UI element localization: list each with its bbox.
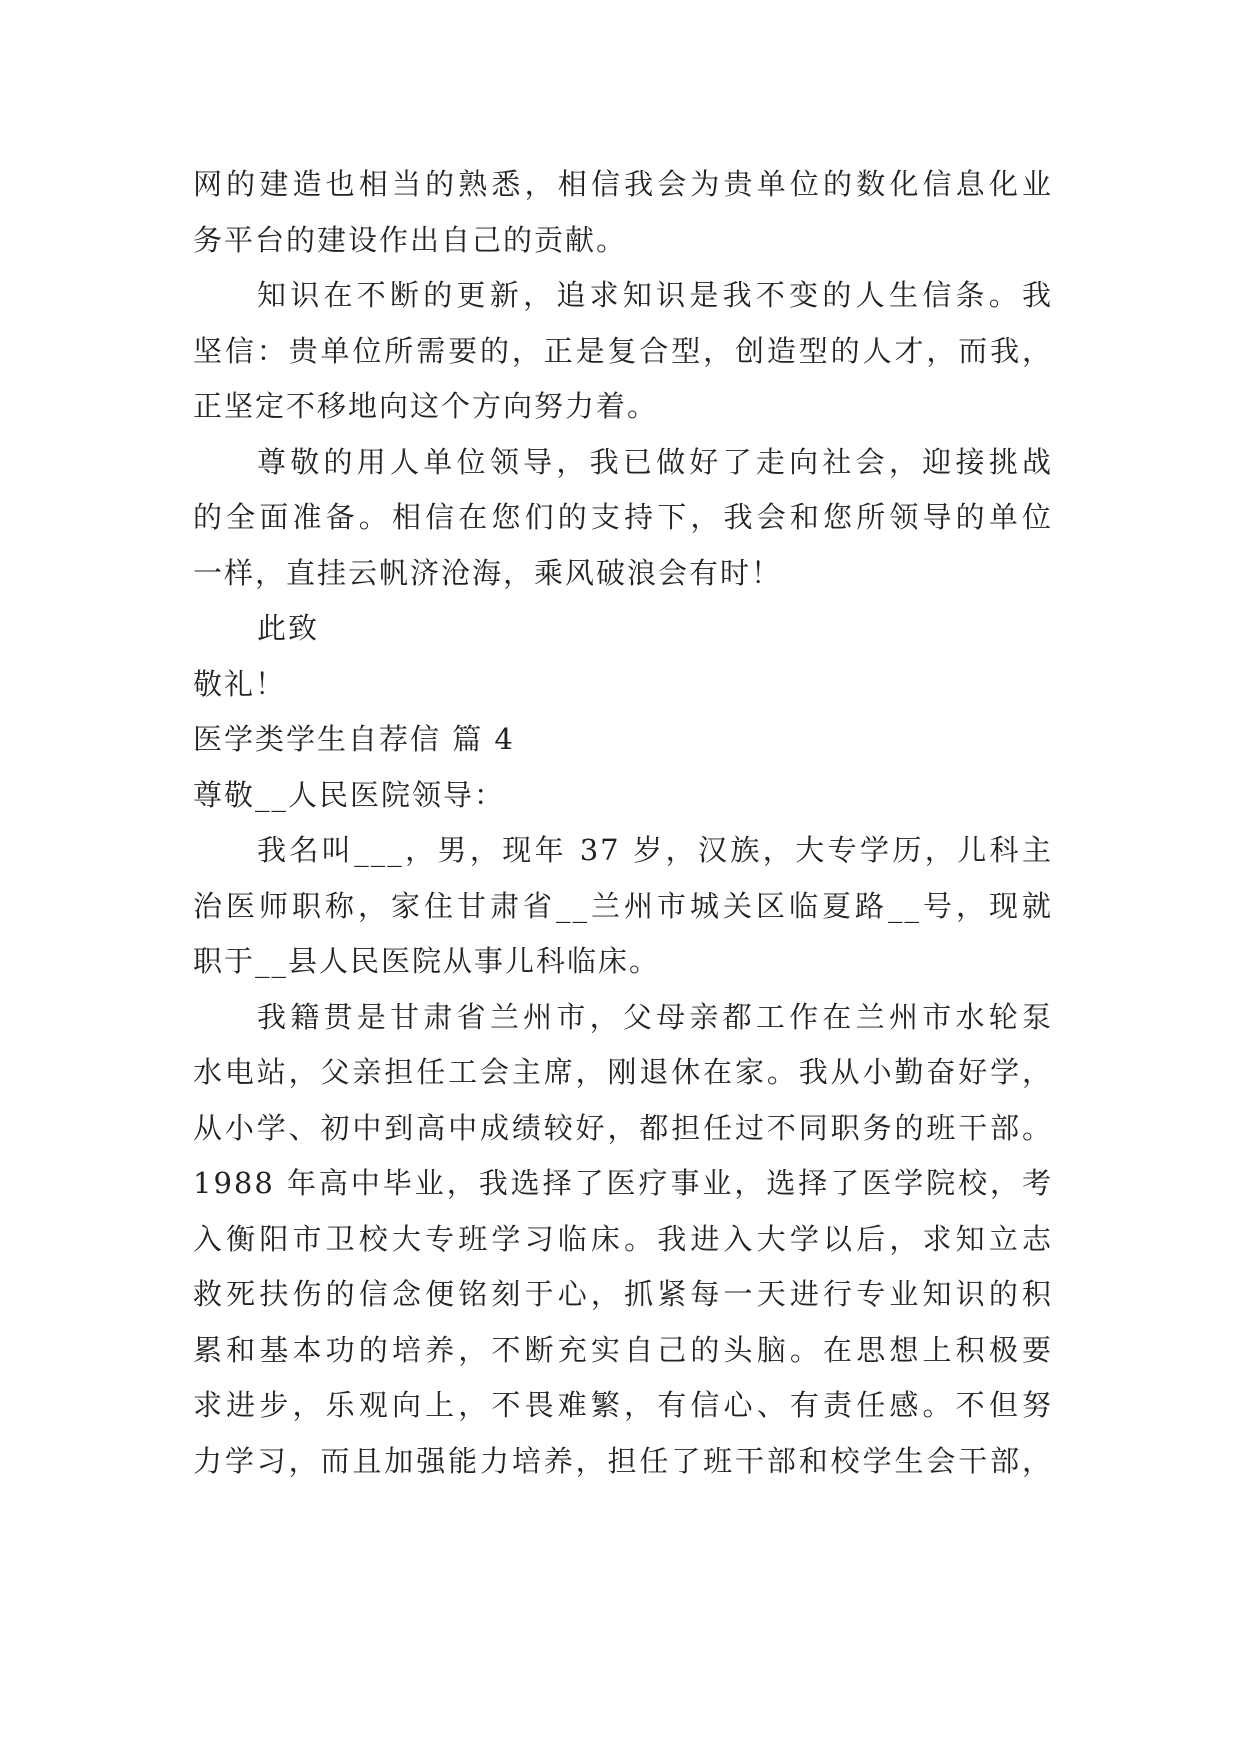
text-line: 1988 年高中毕业，我选择了医疗事业，选择了医学院校，考: [193, 1166, 1053, 1200]
letter-greeting: 尊敬__人民医院领导：: [193, 777, 506, 812]
text-line: 治医师职称，家住甘肃省__兰州市城关区临夏路__号，现就: [193, 888, 1053, 923]
text-line: 职于__县人民医院从事儿科临床。: [193, 944, 661, 978]
paragraph-start-line: 我名叫___，男，现年 37 岁，汉族，大专学历，儿科主: [257, 833, 1053, 867]
text-line: 一样，直挂云帆济沧海，乘风破浪会有时！: [193, 555, 783, 590]
text-line: 救死扶伤的信念便铭刻于心，抓紧每一天进行专业知识的积: [193, 1277, 1053, 1311]
paragraph-start-line: 知识在不断的更新，追求知识是我不变的人生信条。我: [257, 278, 1053, 312]
text-line: 求进步，乐观向上，不畏难繁，有信心、有责任感。不但努: [193, 1388, 1053, 1422]
text-line: 水电站，父亲担任工会主席，刚退休在家。我从小勤奋好学，: [193, 1055, 1053, 1089]
document-body: [193, 157, 1053, 1489]
text-line: 累和基本功的培养，不断充实自己的头脑。在思想上积极要: [193, 1332, 1053, 1367]
closing-regards: 敬礼！: [193, 666, 287, 701]
paragraph-start-line: 我籍贯是甘肃省兰州市，父母亲都工作在兰州市水轮泵: [257, 999, 1053, 1034]
section-heading: 医学类学生自荐信 篇 4: [193, 722, 515, 756]
text-line: 力学习，而且加强能力培养，担任了班干部和校学生会干部，: [193, 1443, 1053, 1478]
text-line: 网的建造也相当的熟悉，相信我会为贵单位的数化信息化业: [193, 167, 1053, 201]
text-line: 从小学、初中到高中成绩较好，都担任过不同职务的班干部。: [193, 1110, 1053, 1145]
text-line: 坚信：贵单位所需要的，正是复合型，创造型的人才，而我，: [193, 333, 1053, 368]
closing-salutation: 此致: [257, 611, 320, 645]
paragraph-start-line: 尊敬的用人单位领导，我已做好了走向社会，迎接挑战: [257, 444, 1053, 479]
text-line: 正坚定不移地向这个方向努力着。: [193, 389, 659, 423]
text-line: 务平台的建设作出自己的贡献。: [193, 222, 628, 257]
text-line: 的全面准备。相信在您们的支持下，我会和您所领导的单位: [193, 500, 1053, 534]
text-line: 入衡阳市卫校大专班学习临床。我进入大学以后，求知立志: [193, 1221, 1053, 1256]
